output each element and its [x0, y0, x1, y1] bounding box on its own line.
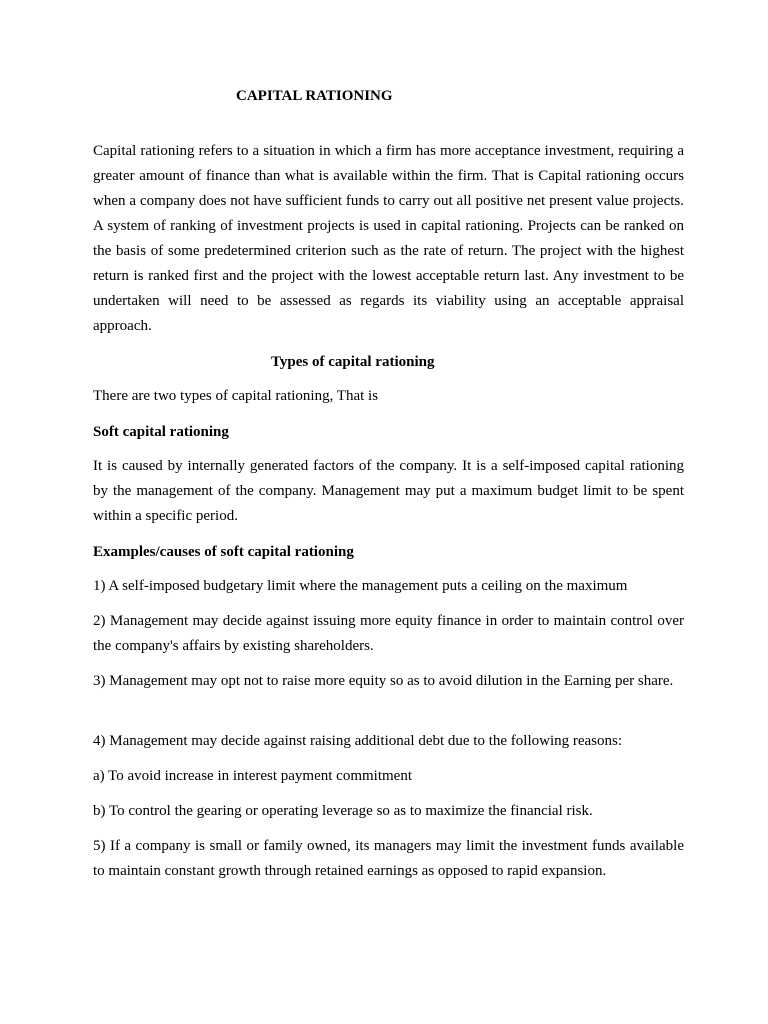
types-heading: Types of capital rationing	[271, 354, 435, 370]
soft-rationing-heading: Soft capital rationing	[93, 424, 229, 440]
intro-paragraph: Capital rationing refers to a situation in which a firm has more acceptance investment, requiring a greater amount of finance than what is available within the firm. That is Capital rationing occurs when a company does not have sufficient funds to carry out all positive net present value projects. A system of ranking of investment projects is used in capital rationing. Projects can be ranked on the basis of some predetermined criterion such as the rate of return. The project with the highest return is ranked first and the project with the lowest acceptable return last. Any investment to be undertaken will need to be assessed as regards its viability using an acceptable appraisal approach.	[93, 143, 684, 334]
list-item: 4) Management may decide against raising additional debt due to the following reasons:	[93, 733, 623, 749]
document-title: CAPITAL RATIONING	[236, 88, 393, 104]
list-item: a) To avoid increase in interest payment commitment	[93, 768, 412, 784]
soft-rationing-paragraph: It is caused by internally generated factors of the company. It is a self-imposed capital rationing by the management of the company. Management may put a maximum budget limit to be spent within a specific period.	[93, 458, 684, 524]
examples-heading: Examples/causes of soft capital rationing	[93, 544, 354, 560]
list-item: b) To control the gearing or operating leverage so as to maximize the financial risk.	[93, 803, 593, 819]
list-item: 5) If a company is small or family owned, its managers may limit the investment funds available to maintain constant growth through retained earnings as opposed to rapid expansion.	[93, 838, 684, 879]
list-item: 2) Management may decide against issuing more equity finance in order to maintain control over the company's affairs by existing shareholders.	[93, 613, 684, 654]
types-intro-paragraph: There are two types of capital rationing, That is	[93, 388, 379, 404]
list-item: 3) Management may opt not to raise more equity so as to avoid dilution in the Earning per share.	[93, 673, 674, 689]
list-item: 1) A self-imposed budgetary limit where the management puts a ceiling on the maximum	[93, 578, 628, 594]
